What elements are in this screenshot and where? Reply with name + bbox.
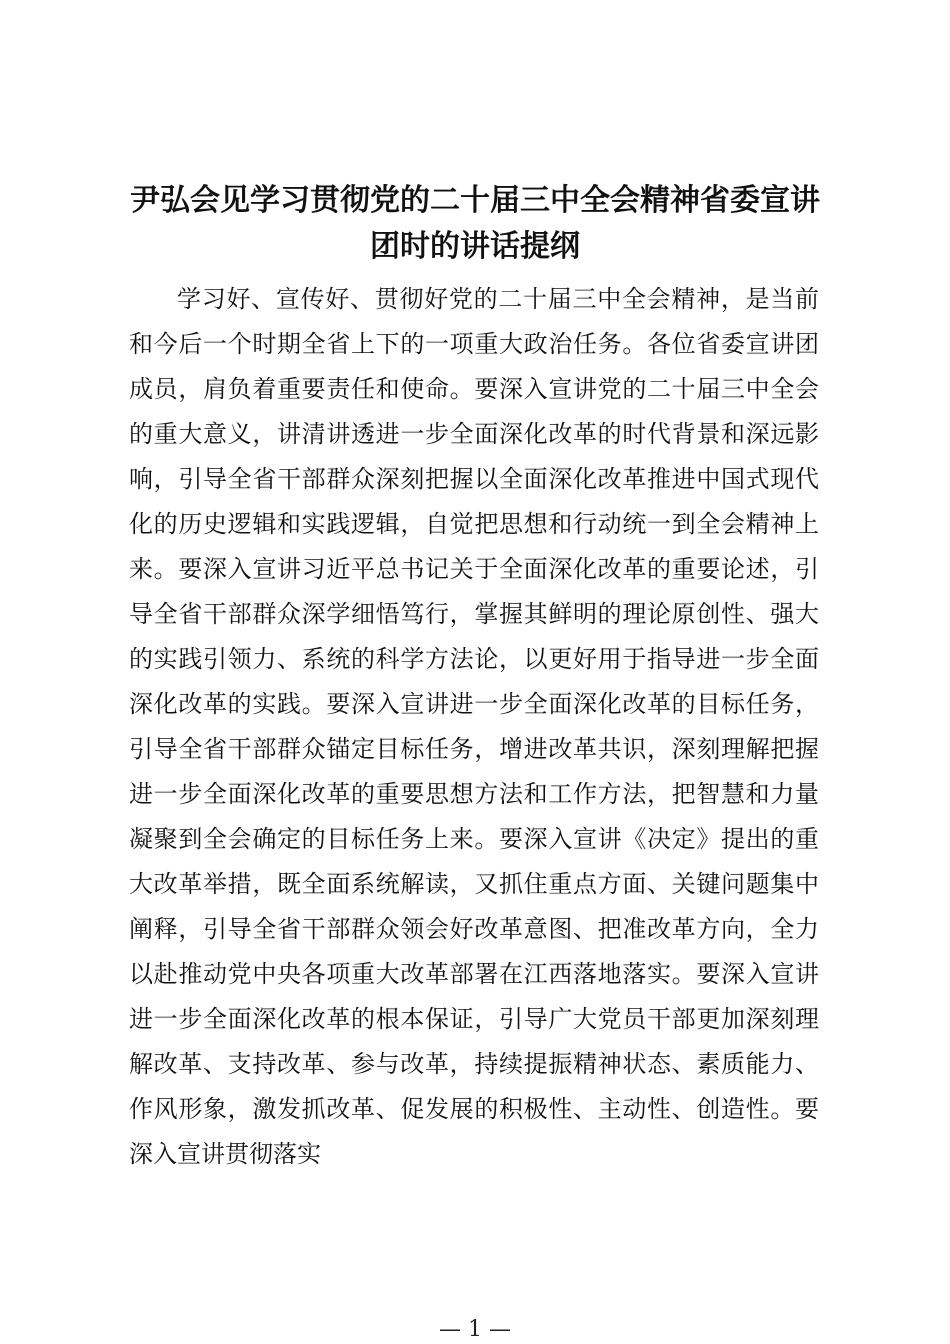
body-paragraph: 学习好、宣传好、贯彻好党的二十届三中全会精神，是当前和今后一个时期全省上下的一项重大政治任务。各位省委宣讲团成员，肩负着重要责任和使命。要深入宣讲党的二十届三中全会的重大意义，讲清讲透进一步全面深化改革的时代背景和深远影响，引导全省干部群众深刻把握以全面深化改革推进中国式现代化的历史逻辑和实践逻辑，自觉把思想和行动统一到全会精神上来。要深入宣讲习近平总书记关于全面深化改革的重要论述，引导全省干部群众深学细悟笃行，掌握其鲜明的理论原创性、强大的实践引领力、系统的科学方法论，以更好用于指导进一步全面深化改革的实践。要深入宣讲进一步全面深化改革的目标任务，引导全省干部群众锚定目标任务，增进改革共识，深刻理解把握进一步全面深化改革的重要思想方法和工作方法，把智慧和力量凝聚到全会确定的目标任务上来。要深入宣讲《决定》提出的重大改革举措，既全面系统解读，又抓住重点方面、关键问题集中阐释，引导全省干部群众领会好改革意图、把准改革方向，全力以赴推动党中央各项重大改革部署在江西落地落实。要深入宣讲进一步全面深化改革的根本保证，引导广大党员干部更加深刻理解改革、支持改革、参与改革，持续提振精神状态、素质能力、作风形象，激发抓改革、促发展的积极性、主动性、创造性。要深入宣讲贯彻落实 (129, 285, 819, 1168)
page-number: — 1 — (439, 1317, 511, 1342)
document-title: 尹弘会见学习贯彻党的二十届三中全会精神省委宣讲团时的讲话提纲 (130, 183, 820, 264)
